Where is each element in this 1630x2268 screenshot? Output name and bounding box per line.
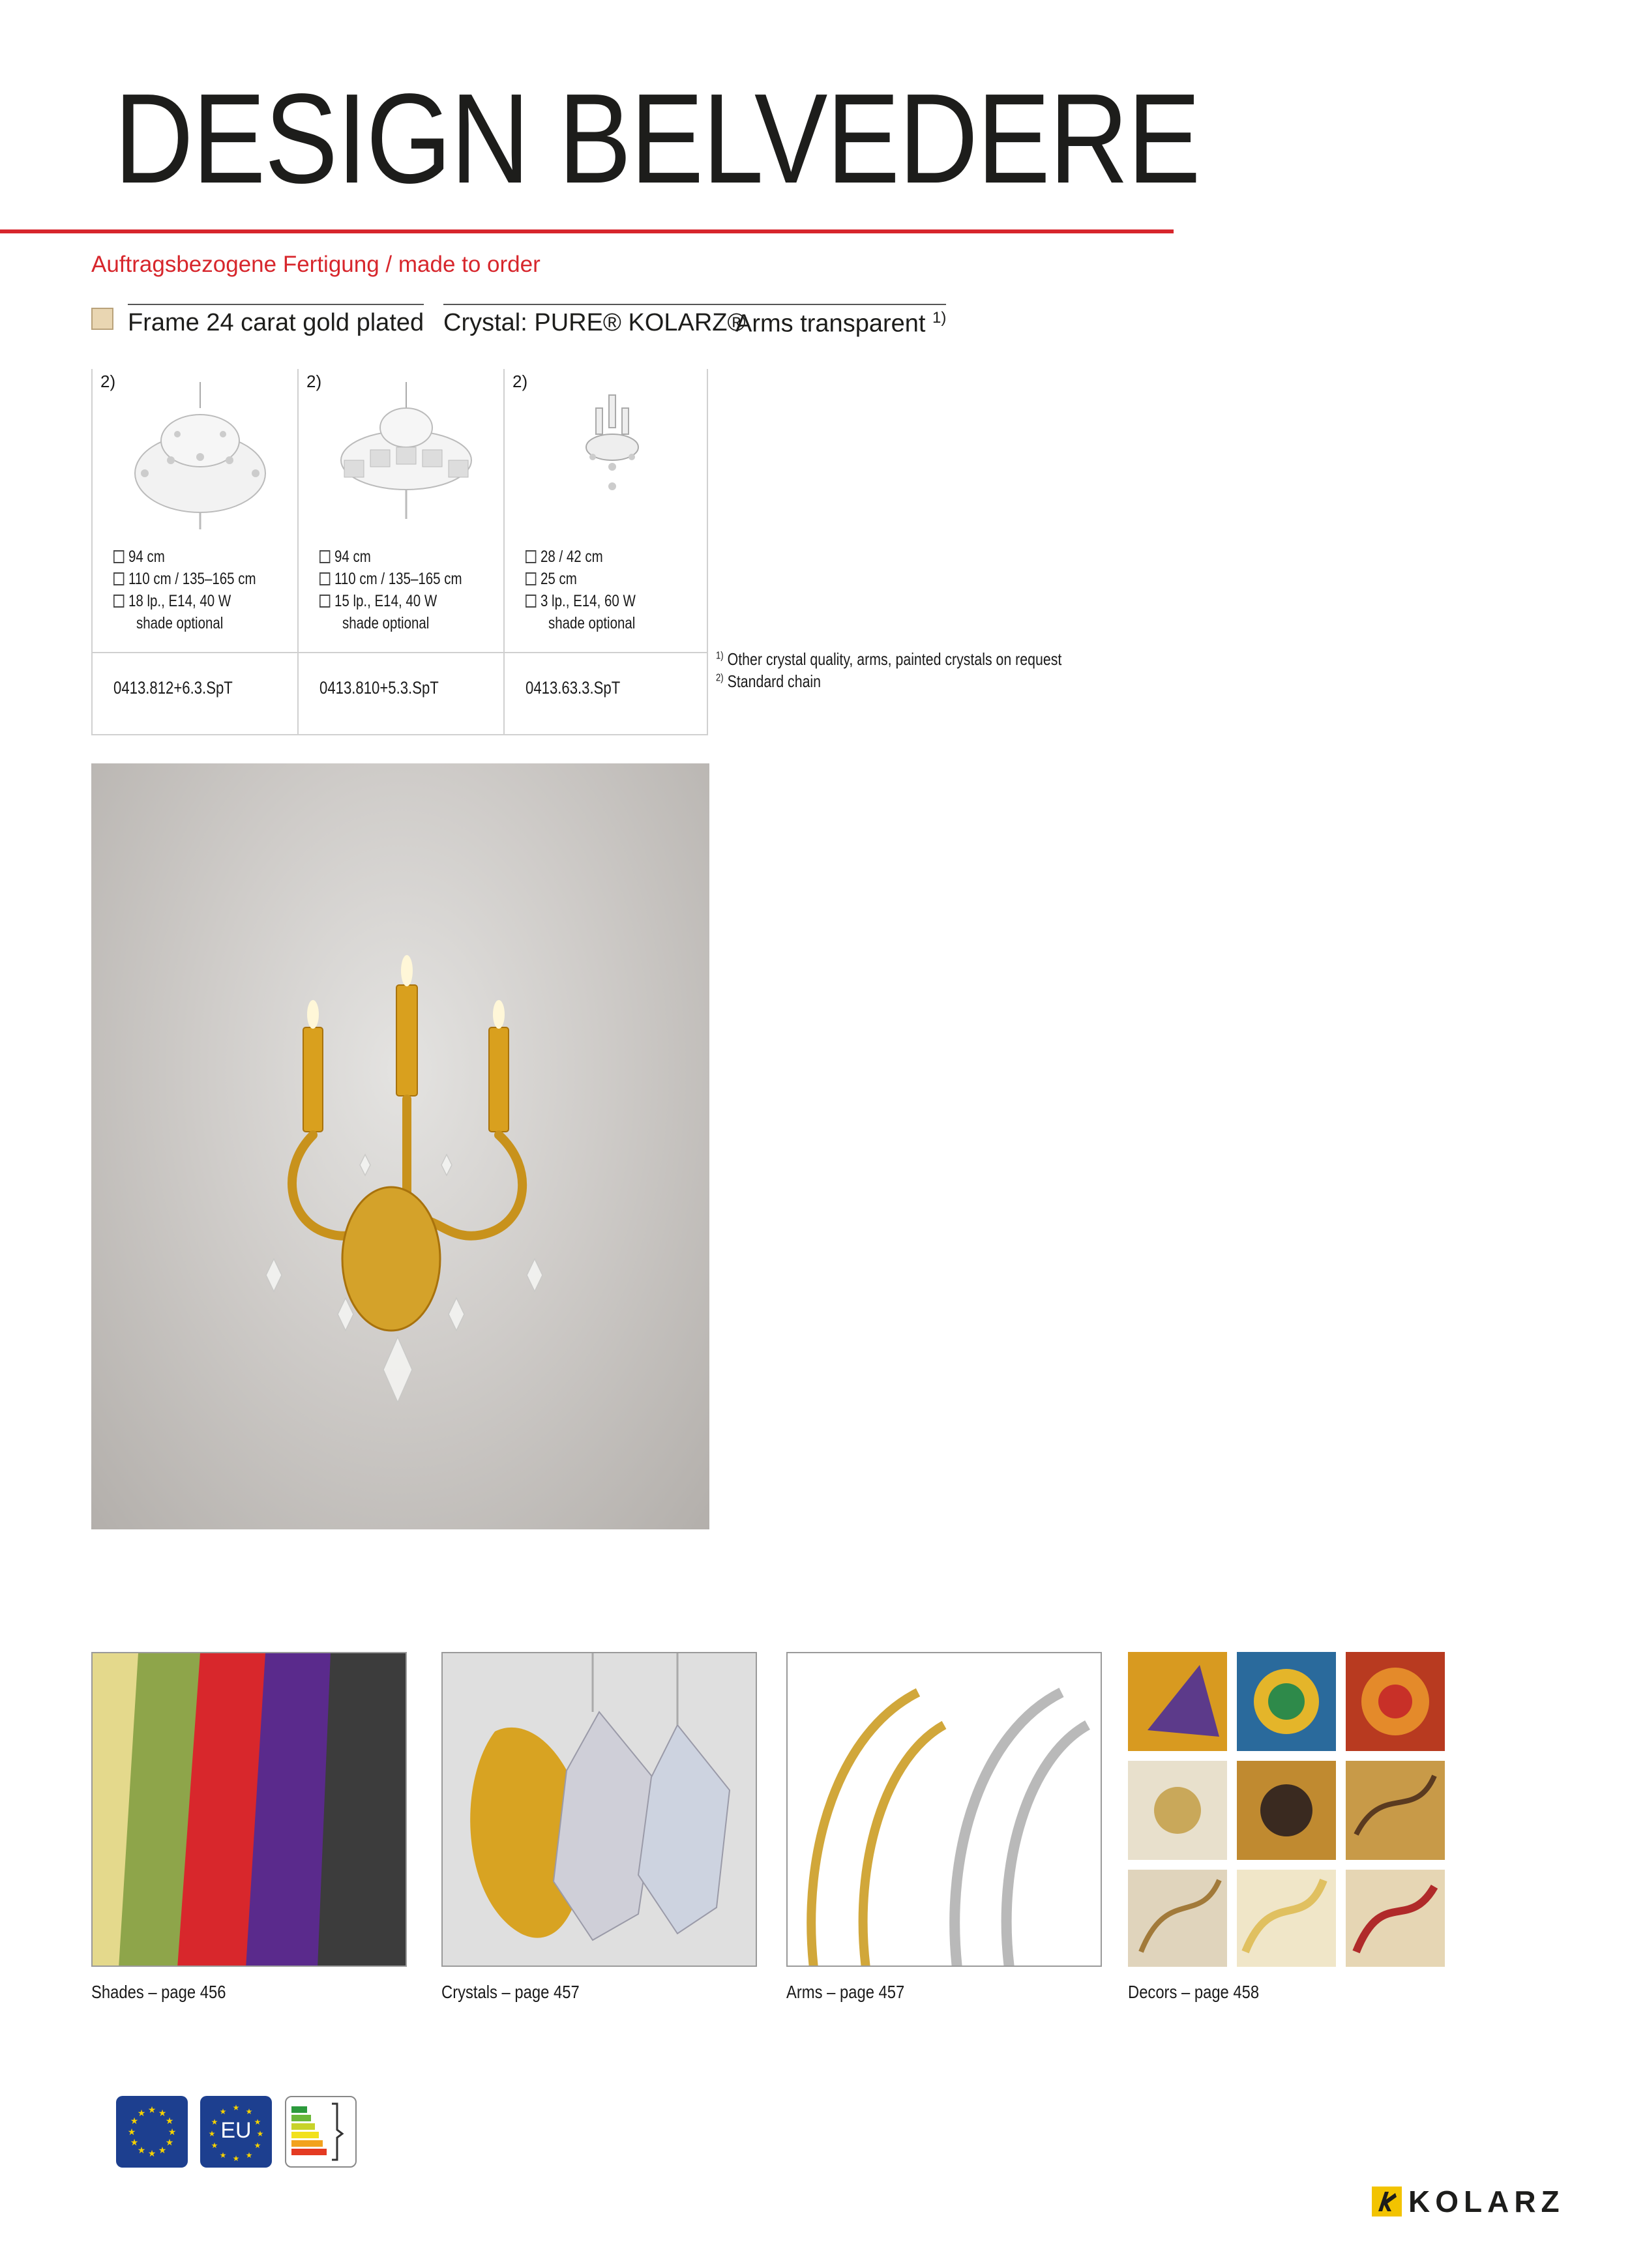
bulb-icon: [526, 595, 536, 608]
svg-text:★: ★: [130, 2138, 139, 2148]
shades-thumbnail: [91, 1652, 407, 1967]
decors-grid: [1128, 1652, 1445, 1967]
svg-text:★: ★: [158, 2108, 167, 2119]
wall-lamp-image: [537, 382, 687, 532]
diameter-icon: [113, 550, 124, 563]
spec-height: 110 cm / 135–165 cm: [113, 570, 256, 589]
decors-label: Decors – page 458: [1128, 1982, 1260, 2002]
product-code: 0413.812+6.3.SpT: [113, 678, 233, 698]
brand-name: KOLARZ: [1408, 2185, 1565, 2218]
gold-swatch: [91, 308, 113, 330]
svg-text:★: ★: [130, 2116, 139, 2127]
svg-text:★: ★: [219, 2151, 227, 2160]
chain-note: 2): [306, 372, 322, 391]
spec-bulbs: 15 lp., E14, 40 W: [319, 592, 437, 611]
height-icon: [113, 572, 124, 585]
svg-text:★: ★: [256, 2129, 264, 2138]
svg-text:★: ★: [168, 2127, 177, 2138]
svg-text:★: ★: [165, 2138, 174, 2148]
svg-text:★: ★: [137, 2108, 146, 2119]
svg-text:★: ★: [254, 2141, 261, 2150]
spec-height: 28 / 42 cm: [526, 548, 603, 567]
chandelier-18-image: [125, 382, 275, 532]
crystals-thumbnail: [441, 1652, 757, 1967]
energy-label-icon: [285, 2096, 357, 2168]
page-title: DESIGN BELVEDERE: [114, 67, 1200, 210]
kolarz-logo-icon: [1372, 2187, 1402, 2216]
spec-diameter: 94 cm: [319, 548, 371, 567]
svg-text:★: ★: [245, 2107, 253, 2116]
product-table: [91, 369, 708, 735]
svg-text:★: ★: [165, 2116, 174, 2127]
svg-text:★: ★: [137, 2145, 146, 2156]
svg-text:★: ★: [147, 2149, 156, 2159]
shades-label: Shades – page 456: [91, 1982, 226, 2002]
arms-thumbnail: [786, 1652, 1102, 1967]
chain-note: 2): [100, 372, 116, 391]
arms-label: Arms – page 457: [786, 1982, 905, 2002]
eu-badge-text: EU: [220, 2118, 252, 2143]
crystals-label: Crystals – page 457: [441, 1982, 580, 2002]
svg-text:★: ★: [254, 2117, 261, 2127]
svg-text:★: ★: [208, 2129, 216, 2138]
svg-text:★: ★: [147, 2105, 156, 2115]
table-bottom-border: [91, 734, 708, 735]
arms-option: [735, 304, 946, 338]
title-divider: [0, 229, 1174, 233]
spec-bulbs: 3 lp., E14, 60 W: [526, 592, 636, 611]
eu-flag-icon: [116, 2096, 188, 2168]
product-cell: [91, 369, 296, 735]
diameter-icon: [319, 550, 330, 563]
svg-text:★: ★: [211, 2141, 218, 2150]
wall-lamp-photo: [91, 763, 709, 1529]
wall-height-icon: [526, 550, 536, 563]
crystal-option: Crystal: PURE® KOLARZ®: [443, 304, 746, 337]
product-code: 0413.810+5.3.SpT: [319, 678, 439, 698]
footnote: $^{2)}$ Standard chain: [716, 671, 822, 691]
svg-text:★: ★: [245, 2151, 253, 2160]
chain-note: 2): [512, 372, 528, 391]
svg-text:★: ★: [158, 2145, 167, 2156]
table-divider: [91, 652, 708, 653]
spec-diameter: 94 cm: [113, 548, 165, 567]
bulb-icon: [319, 595, 330, 608]
spec-shade: shade optional: [136, 614, 224, 632]
spec-shade: shade optional: [342, 614, 430, 632]
spec-projection: 25 cm: [526, 570, 577, 589]
svg-text:★: ★: [219, 2107, 227, 2116]
arms-footnote-mark: 1): [932, 309, 947, 327]
svg-text:★: ★: [232, 2103, 240, 2112]
svg-text:★: ★: [232, 2154, 240, 2163]
bulb-icon: [113, 595, 124, 608]
spec-shade: shade optional: [548, 614, 636, 632]
spec-height: 110 cm / 135–165 cm: [319, 570, 462, 589]
projection-icon: [526, 572, 536, 585]
height-icon: [319, 572, 330, 585]
chandelier-15-image: [331, 382, 481, 532]
product-code: 0413.63.3.SpT: [526, 678, 621, 698]
spec-bulbs: 18 lp., E14, 40 W: [113, 592, 231, 611]
product-cell: [297, 369, 502, 735]
frame-option: Frame 24 carat gold plated: [128, 304, 424, 337]
arms-option-text: Arms transparent: [735, 310, 926, 338]
eu-label-icon: [200, 2096, 272, 2168]
footnote: $^{1)}$ Other crystal quality, arms, painted crystals on request: [716, 649, 1062, 669]
svg-text:★: ★: [211, 2117, 218, 2127]
made-to-order-subtitle: Auftragsbezogene Fertigung / made to order: [91, 252, 541, 277]
svg-text:★: ★: [127, 2127, 136, 2138]
product-cell: [503, 369, 708, 735]
